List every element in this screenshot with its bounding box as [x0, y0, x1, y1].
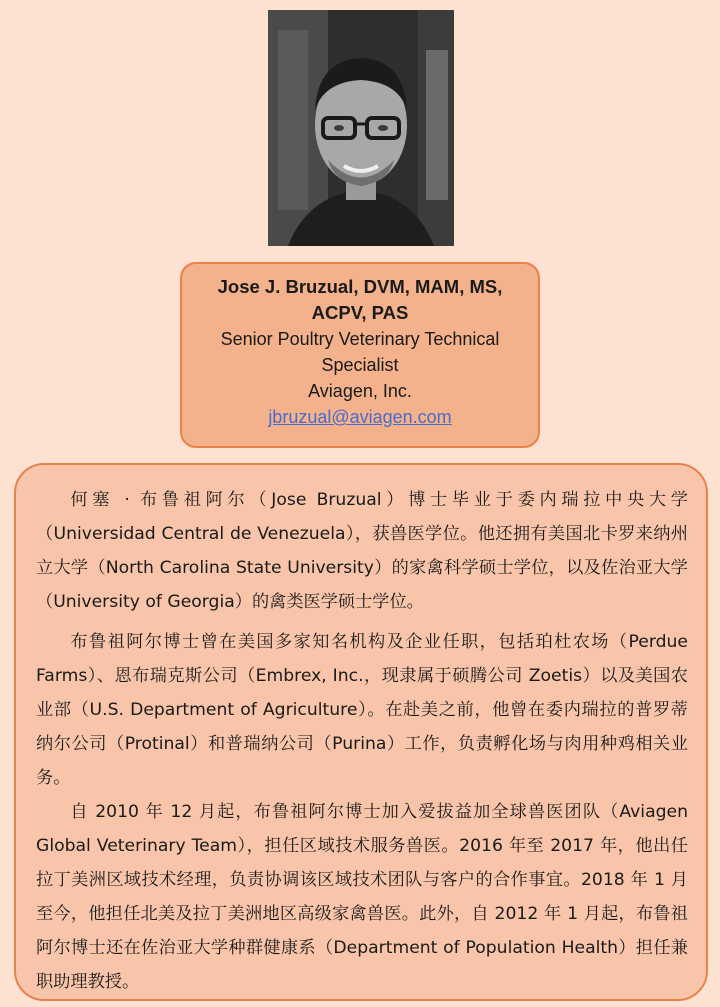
profile-photo	[268, 10, 454, 246]
email-link[interactable]: jbruzual@aviagen.com	[268, 407, 452, 427]
job-title: Senior Poultry Veterinary Technical Specialist	[220, 329, 500, 375]
name-card	[180, 262, 540, 448]
biography-box	[14, 463, 708, 1001]
bio-paragraph-career: 布鲁祖阿尔博士曾在美国多家知名机构及企业任职，包括珀杜农场（Perdue Farms）、恩布瑞克斯公司（Embrex, Inc.，现隶属于硕腾公司 Zoetis）以及美国农业部（U.S. Department of Agriculture）。在赴美之前，他曾在委内瑞拉的普罗蒂纳尔公司（Protinal）和普瑞纳公司（Purina）工作，负责孵化场与肉用种鸡相关业务。	[36, 632, 688, 788]
portrait-image	[268, 10, 454, 246]
bio-paragraph-aviagen: 自 2010 年 12 月起，布鲁祖阿尔博士加入爱拔益加全球兽医团队（Aviagen Global Veterinary Team），担任区域技术服务兽医。2016 年至 2017 年，他出任拉丁美洲区域技术经理，负责协调该区域技术团队与客户的合作事宜。2018 年 1 月至今，他担任北美及拉丁美洲地区高级家禽兽医。此外，自 2012 年 1 月起，布鲁祖阿尔博士还在佐治亚大学种群健康系（Department of Population Health）担任兼职助理教授。	[36, 802, 688, 992]
bio-paragraph-education: 何塞 · 布鲁祖阿尔（Jose Bruzual）博士毕业于委内瑞拉中央大学（Universidad Central de Venezuela），获兽医学位。他还拥有美国北卡罗来纳州立大学（North Carolina State University）的家禽科学硕士学位，以及佐治亚大学（University of Georgia）的禽类医学硕士学位。	[36, 490, 688, 612]
company-name: Aviagen, Inc.	[308, 381, 412, 401]
person-name: Jose J. Bruzual, DVM, MAM, MS, ACPV, PAS	[217, 276, 503, 323]
